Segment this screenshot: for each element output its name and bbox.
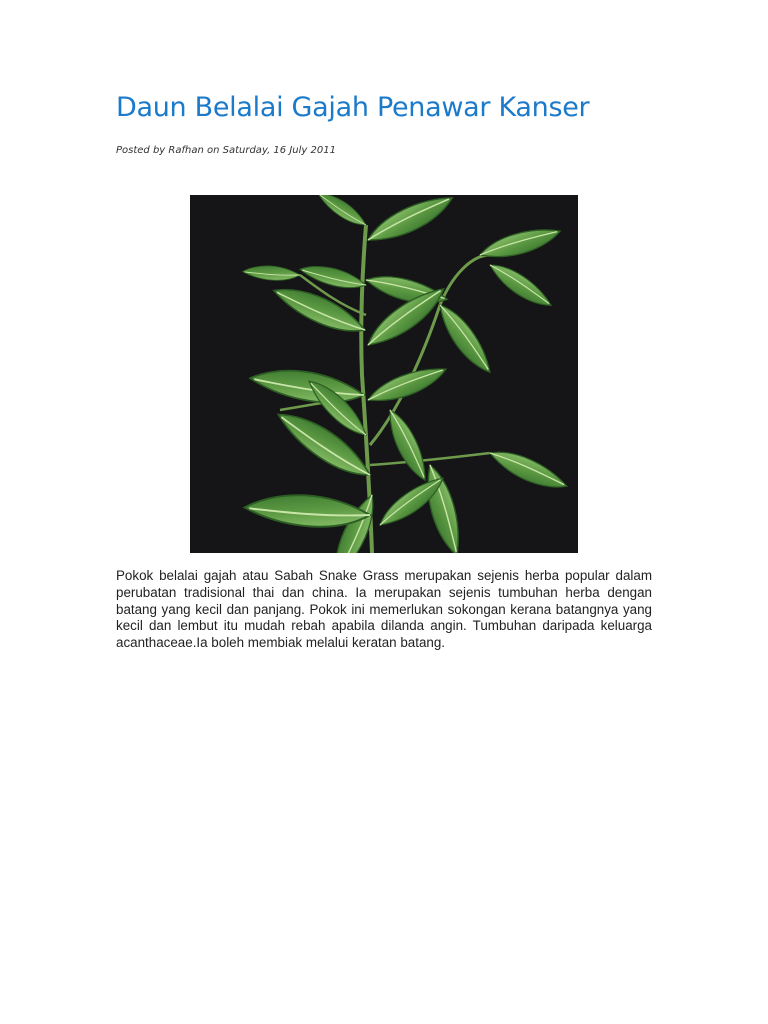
post-title: Daun Belalai Gajah Penawar Kanser: [116, 92, 590, 123]
plant-photo: [190, 195, 578, 553]
post-body: Pokok belalai gajah atau Sabah Snake Grass merupakan sejenis herba popular dalam perubatan tradisional thai dan china. Ia merupakan sejenis tumbuhan herba dengan batang yang kecil dan panjang. Pokok ini memerlukan sokongan kerana batangnya yang kecil dan lembut itu mudah rebah apabila dilanda angin. Tumbuhan daripada keluarga acanthaceae.Ia boleh membiak melalui keratan batang.: [116, 568, 652, 651]
post-meta: Posted by Rafhan on Saturday, 16 July 2011: [116, 145, 336, 156]
plant-illustration: [190, 195, 578, 553]
